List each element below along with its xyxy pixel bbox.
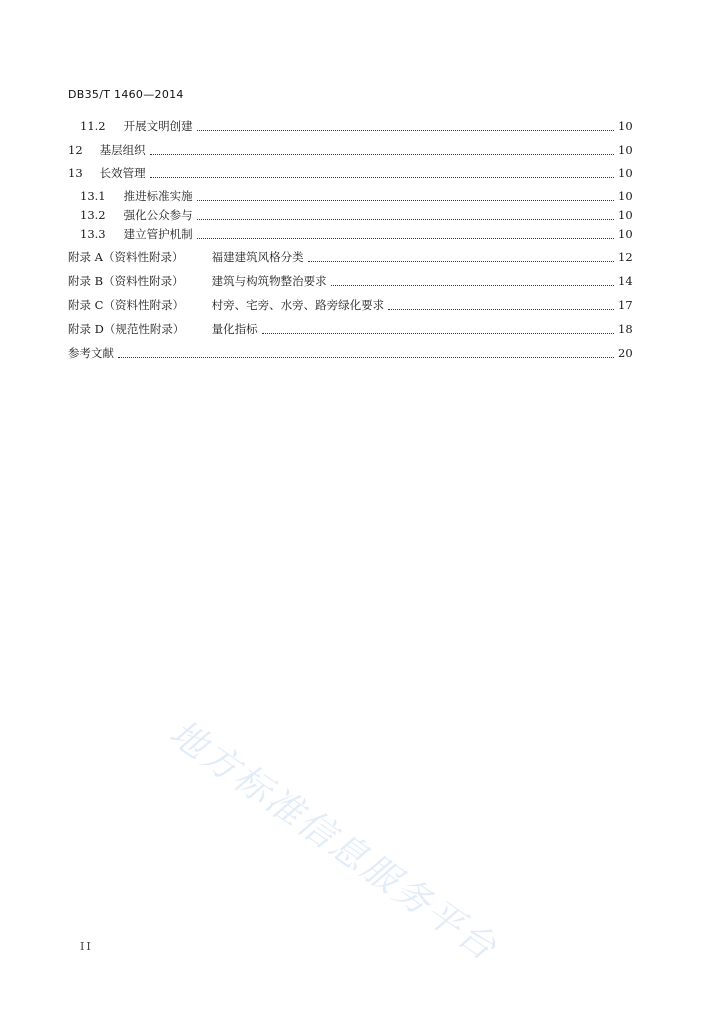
page-number-footer: II (80, 940, 93, 953)
dot-leader (197, 219, 614, 220)
toc-entry-appendix-c[interactable] (68, 297, 632, 313)
toc-entry-number: 13 (68, 166, 83, 180)
toc-entry-page: 10 (618, 143, 633, 157)
toc-entry-appendix-d[interactable] (68, 321, 632, 337)
toc-entry-page: 10 (618, 166, 633, 180)
toc-entry-number: 13.2 (80, 208, 106, 222)
dot-leader (197, 238, 614, 239)
toc-entry-title: 开展文明创建 (123, 119, 193, 133)
toc-entry-title: 基层组织 (99, 143, 146, 157)
toc-entry-page: 10 (618, 119, 633, 133)
dot-leader (150, 154, 614, 155)
toc-entry-title: 量化指标 (211, 322, 258, 336)
toc-entry-number: 附录 A（资料性附录） (68, 250, 184, 264)
toc-entry-appendix-b[interactable] (68, 273, 632, 289)
toc-entry-title: 福建建筑风格分类 (211, 250, 304, 264)
toc-entry-title: 村旁、宅旁、水旁、路旁绿化要求 (211, 298, 385, 312)
toc-entry-13-2[interactable] (80, 207, 632, 223)
dot-leader (197, 200, 614, 201)
dot-leader (388, 309, 614, 310)
dot-leader (262, 333, 614, 334)
toc-entry-page: 10 (618, 227, 633, 241)
toc-entry-page: 10 (618, 189, 633, 203)
document-code-header: DB35/T 1460—2014 (68, 88, 184, 101)
toc-entry-12[interactable] (68, 142, 632, 158)
toc-entry-number: 12 (68, 143, 83, 157)
dot-leader (331, 285, 614, 286)
toc-entry-13[interactable] (68, 165, 632, 181)
toc-entry-title: 长效管理 (99, 166, 146, 180)
toc-entry-page: 12 (618, 250, 633, 264)
toc-entry-13-1[interactable] (80, 188, 632, 204)
toc-entry-title: 建立管护机制 (123, 227, 193, 241)
dot-leader (118, 357, 614, 358)
toc-entry-appendix-a[interactable] (68, 249, 632, 265)
toc-entry-11-2[interactable] (80, 118, 632, 134)
toc-entry-page: 20 (618, 346, 633, 360)
toc-entry-references[interactable] (68, 345, 632, 361)
toc-entry-number: 13.3 (80, 227, 106, 241)
toc-entry-number: 13.1 (80, 189, 106, 203)
watermark-text: 地方标准信息服务平台 (161, 712, 505, 970)
toc-entry-page: 14 (618, 274, 633, 288)
toc-entry-title: 参考文献 (68, 346, 114, 360)
toc-entry-page: 18 (618, 322, 633, 336)
dot-leader (197, 130, 614, 131)
toc-entry-page: 10 (618, 208, 633, 222)
toc-entry-page: 17 (618, 298, 633, 312)
toc-entry-number: 11.2 (80, 119, 106, 133)
dot-leader (150, 177, 614, 178)
toc-entry-13-3[interactable] (80, 226, 632, 242)
toc-entry-title: 推进标准实施 (123, 189, 193, 203)
toc-entry-title: 强化公众参与 (123, 208, 193, 222)
toc-entry-number: 附录 B（资料性附录） (68, 274, 184, 288)
toc-entry-number: 附录 D（规范性附录） (68, 322, 185, 336)
dot-leader (308, 261, 614, 262)
toc-entry-number: 附录 C（资料性附录） (68, 298, 184, 312)
toc-entry-title: 建筑与构筑物整治要求 (211, 274, 327, 288)
